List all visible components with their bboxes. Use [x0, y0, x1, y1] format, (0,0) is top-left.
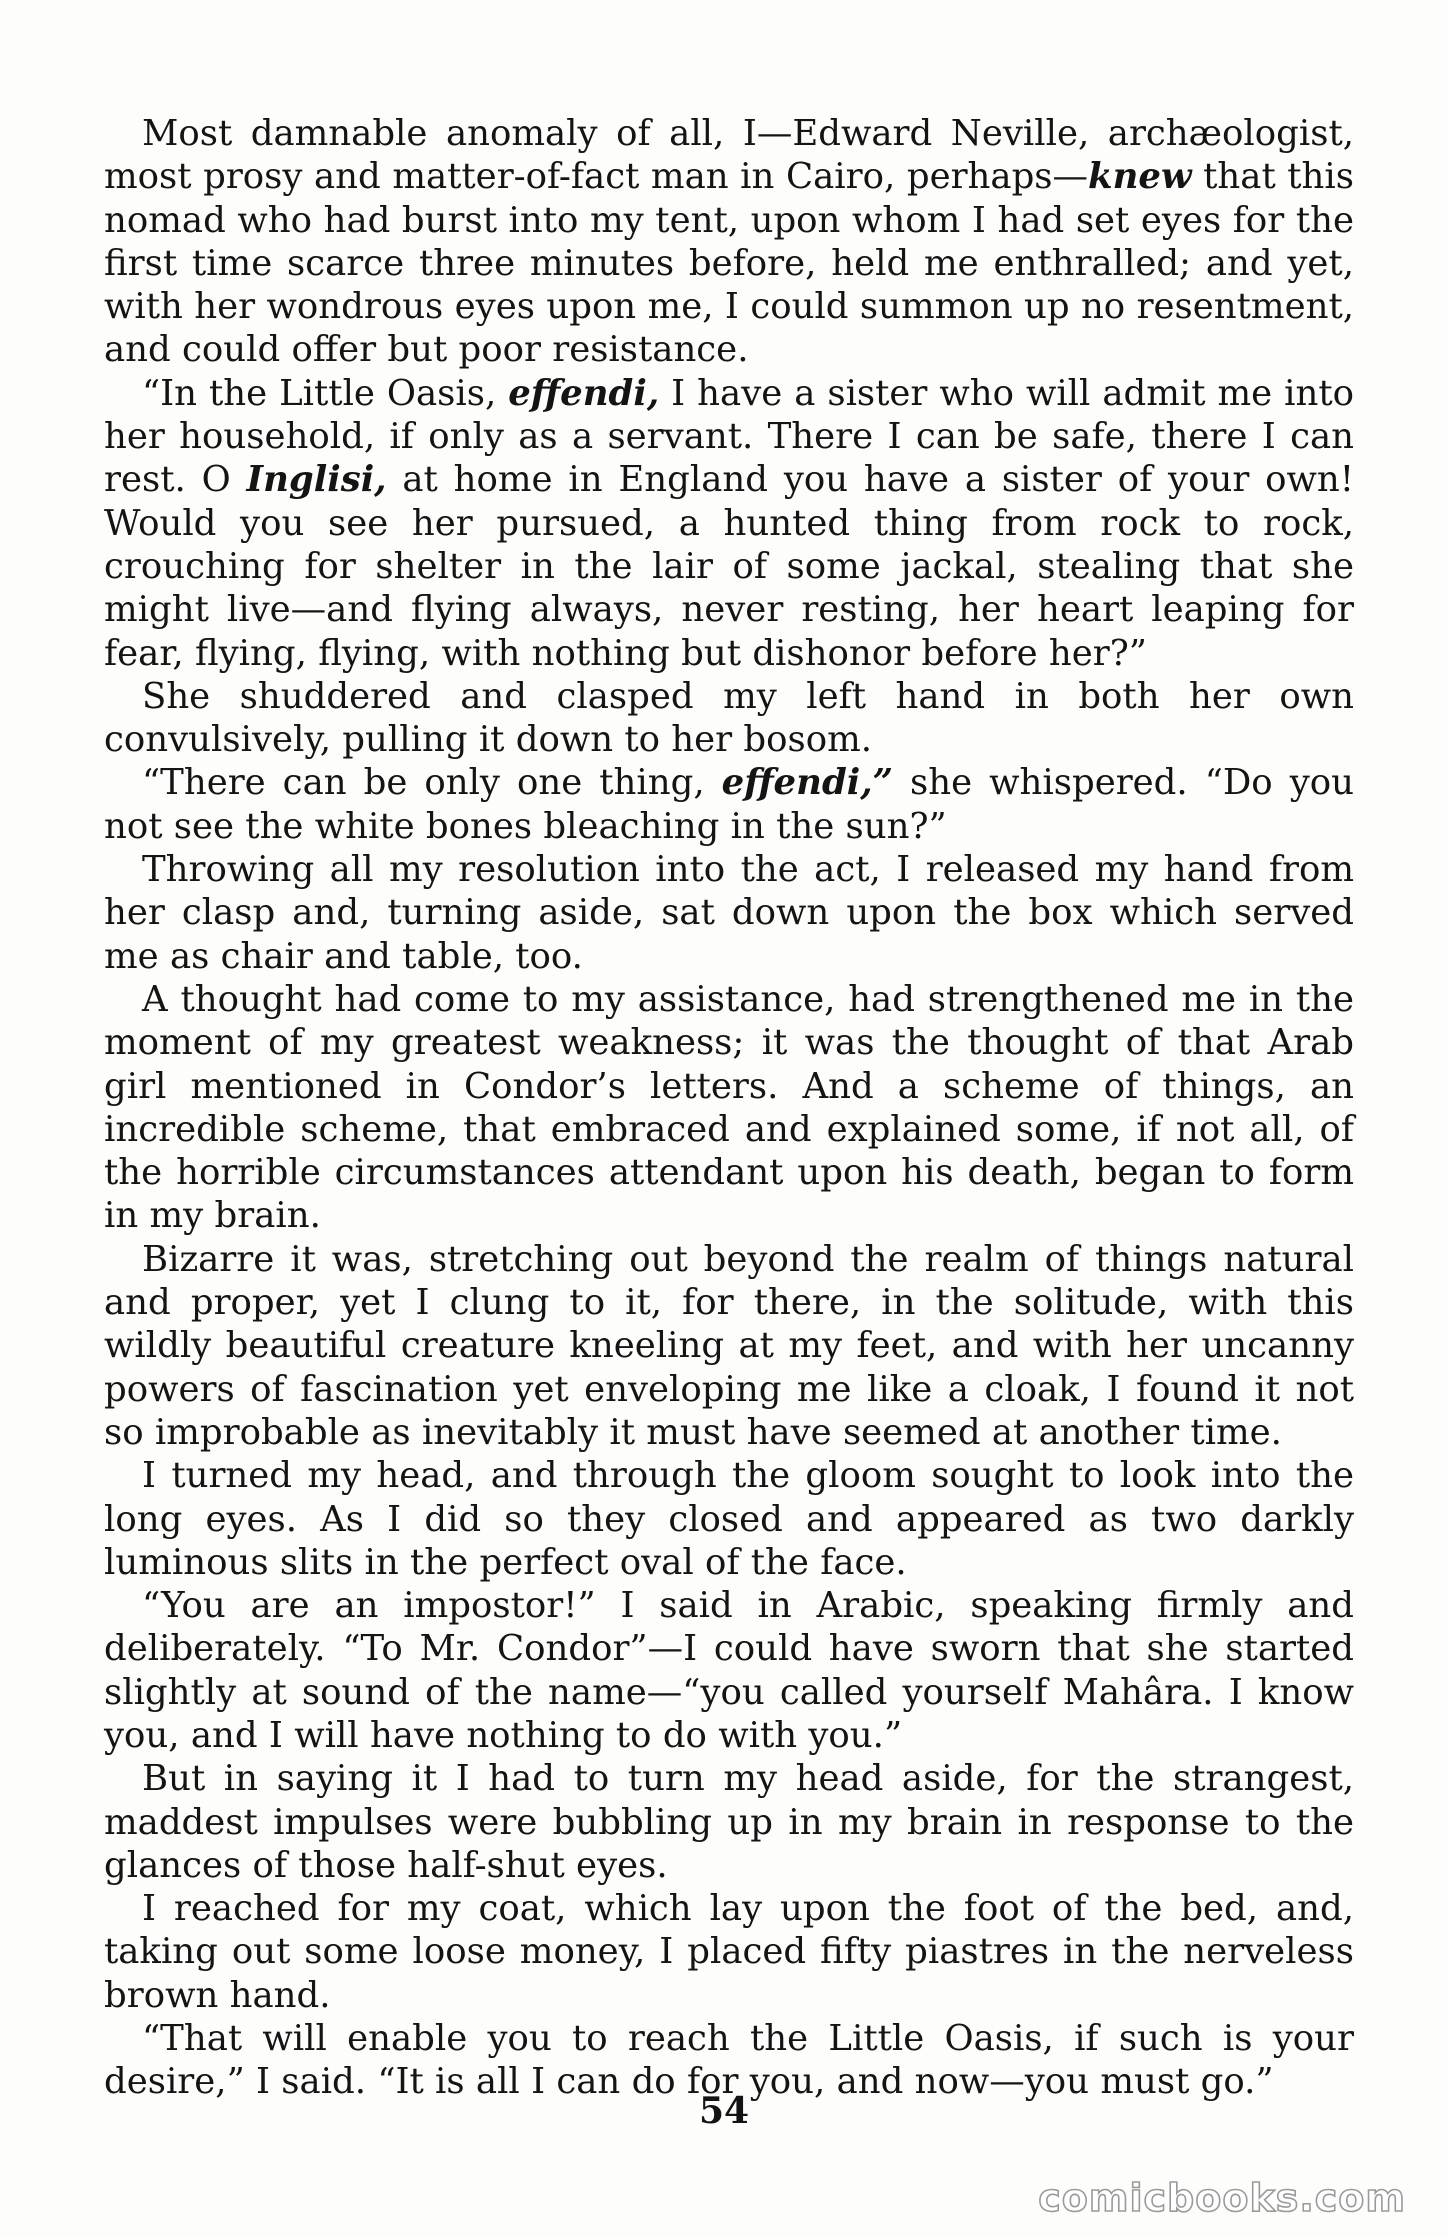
watermark-logo: comicbooks.com: [1038, 2176, 1406, 2220]
paragraph-9: “You are an impostor!” I said in Arabic, speaking firmly and deliberately. “To Mr. Condor”—I could have sworn that she started slightly at sound of the name—“you called yourself Mahâra. I know you, and I will have nothing to do with you.”: [104, 1585, 1354, 1756]
paragraph-7: Bizarre it was, stretching out beyond the realm of things natural and proper, yet I clung to it, for there, in the solitude, with this wildly beautiful creature kneeling at my feet, and with her uncanny powers of fascination yet enveloping me like a cloak, I found it not so improbable as inevitably it must have seemed at another time.: [104, 1238, 1354, 1453]
paragraph-2: “In the Little Oasis, effendi, I have a sister who will admit me into her household, if only as a servant. There I can be safe, there I can rest. O Inglisi, at home in England you have a sister of your own! Would you see her pursued, a hunted thing from rock to rock, crouching for shelter in the lair of some jackal, stealing that she might live—and flying always, never resting, her heart leaping for fear, flying, flying, with nothing but dishonor before her?”: [104, 372, 1354, 674]
paragraph-11: I reached for my coat, which lay upon the foot of the bed, and, taking out some loose money, I placed fifty piastres in the nerveless brown hand.: [104, 1888, 1354, 2016]
paragraph-3: She shuddered and clasped my left hand in both her own convulsively, pulling it down to her bosom.: [104, 675, 1354, 761]
paragraph-1: Most damnable anomaly of all, I—Edward Neville, archæologist, most prosy and matter-of-fact man in Cairo, perhaps—knew that this nomad who had burst into my tent, upon whom I had set eyes for the first time scarce three minutes before, held me enthralled; and yet, with her wondrous eyes upon me, I could summon up no resentment, and could offer but poor resistance.: [104, 113, 1354, 371]
body-text: [104, 112, 1354, 2104]
paragraph-6: A thought had come to my assistance, had strengthened me in the moment of my greatest weakness; it was the thought of that Arab girl mentioned in Condor’s letters. And a scheme of things, an incredible scheme, that embraced and explained some, if not all, of the horrible circumstances attendant upon his death, began to form in my brain.: [104, 978, 1354, 1237]
paragraph-12: “That will enable you to reach the Little Oasis, if such is your desire,” I said. “It is all I can do for you, and now—you must go.”: [104, 2018, 1354, 2103]
paragraph-10: But in saying it I had to turn my head aside, for the strangest, maddest impulses were bubbling up in my brain in response to the glances of those half-shut eyes.: [104, 1758, 1354, 1886]
paragraph-5: Throwing all my resolution into the act, I released my hand from her clasp and, turning aside, sat down upon the box which served me as chair and table, too.: [104, 849, 1354, 977]
paragraph-8: I turned my head, and through the gloom sought to look into the long eyes. As I did so they closed and appeared as two darkly luminous slits in the perfect oval of the face.: [104, 1455, 1354, 1583]
paragraph-4: “There can be only one thing, effendi,” she whispered. “Do you not see the white bones bleaching in the sun?”: [104, 762, 1354, 847]
page-number: 54: [698, 2090, 750, 2132]
